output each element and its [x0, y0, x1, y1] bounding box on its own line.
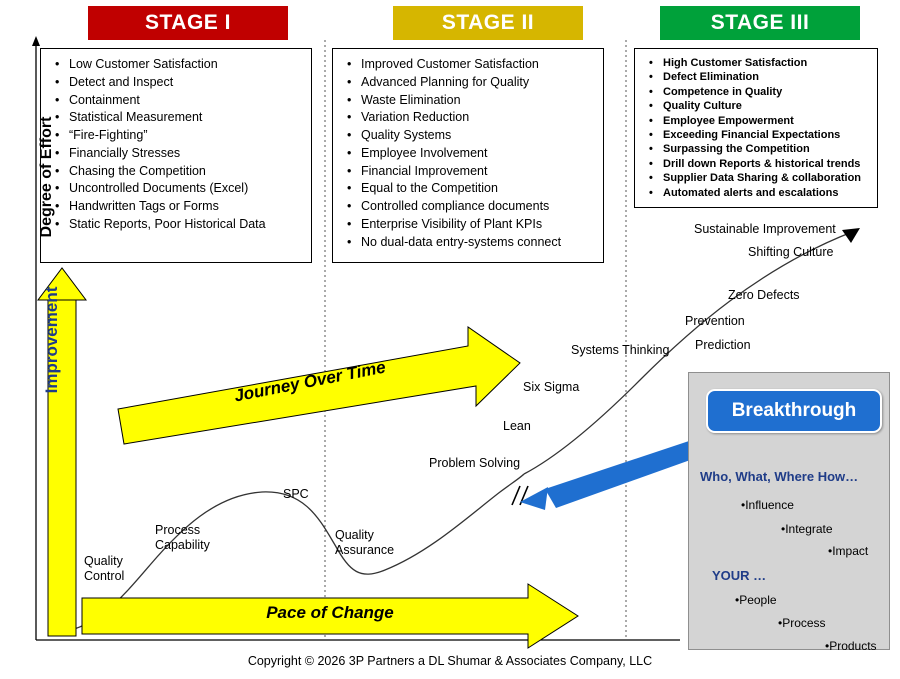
list-item: • Statistical Measurement — [47, 110, 305, 125]
list-item: • Static Reports, Poor Historical Data — [47, 217, 305, 232]
list-item: • Containment — [47, 93, 305, 108]
list-item: • Detect and Inspect — [47, 75, 305, 90]
curve-label-prevention: Prevention — [685, 314, 745, 328]
curve-label-quality-assurance: Quality Assurance — [335, 528, 395, 557]
list-item: • Improved Customer Satisfaction — [339, 57, 597, 72]
breakthrough-item-products: •Products — [825, 639, 877, 653]
list-item: • Drill down Reports & historical trends — [641, 158, 871, 171]
breakthrough-item-people: •People — [735, 593, 777, 607]
stage-3-banner: STAGE III — [660, 6, 860, 40]
stage-2-banner: STAGE II — [393, 6, 583, 40]
pace-of-change-label: Pace of Change — [266, 603, 394, 622]
list-item: • Controlled compliance documents — [339, 199, 597, 214]
copyright-text: Copyright © 2026 3P Partners a DL Shumar & Associates Company, LLC — [247, 654, 653, 668]
list-item: • Low Customer Satisfaction — [47, 57, 305, 72]
curve-label-sustainable-improvement: Sustainable Improvement — [694, 222, 836, 236]
list-item: • High Customer Satisfaction — [641, 57, 871, 70]
list-item: • Equal to the Competition — [339, 181, 597, 196]
list-item: • Surpassing the Competition — [641, 143, 871, 156]
list-item: • Advanced Planning for Quality — [339, 75, 597, 90]
stage-1-banner: STAGE I — [88, 6, 288, 40]
breakthrough-item-process: •Process — [778, 616, 826, 630]
breakthrough-item-influence: •Influence — [741, 498, 794, 512]
curve-label-systems-thinking: Systems Thinking — [571, 343, 670, 357]
breakthrough-item-impact: •Impact — [828, 544, 869, 558]
list-item: • Handwritten Tags or Forms — [47, 199, 305, 214]
curve-label-quality-control: Quality Control — [84, 554, 125, 583]
curve-label-spc: SPC — [283, 487, 309, 501]
curve-label-lean: Lean — [503, 419, 531, 433]
list-item: • No dual-data entry-systems connect — [339, 235, 597, 250]
curve-label-process-capability: Process Capability — [155, 523, 210, 552]
breakthrough-badge: Breakthrough — [706, 389, 882, 433]
list-item: • Employee Involvement — [339, 146, 597, 161]
list-item: • Financially Stresses — [47, 146, 305, 161]
list-item: • “Fire-Fighting” — [47, 128, 305, 143]
list-item: • Exceeding Financial Expectations — [641, 129, 871, 142]
list-item: • Automated alerts and escalations — [641, 187, 871, 200]
curve-label-zero-defects: Zero Defects — [728, 288, 800, 302]
list-item: • Quality Systems — [339, 128, 597, 143]
list-item: • Waste Elimination — [339, 93, 597, 108]
list-item: • Quality Culture — [641, 100, 871, 113]
breakthrough-heading-who-what-where: Who, What, Where How… — [700, 469, 859, 484]
list-item: • Variation Reduction — [339, 110, 597, 125]
degree-of-effort-label: Degree of Effort — [38, 116, 55, 238]
list-item: • Competence in Quality — [641, 86, 871, 99]
curve-label-shifting-culture: Shifting Culture — [748, 245, 834, 259]
breakthrough-heading-your: YOUR … — [712, 568, 767, 583]
breakthrough-item-integrate: •Integrate — [781, 522, 833, 536]
journey-over-time-label: Journey Over Time — [232, 357, 388, 406]
y-axis-improvement-label: Improvement — [42, 286, 61, 394]
list-item: • Chasing the Competition — [47, 164, 305, 179]
list-item: • Enterprise Visibility of Plant KPIs — [339, 217, 597, 232]
list-item: • Supplier Data Sharing & collaboration — [641, 172, 871, 185]
list-item: • Defect Elimination — [641, 71, 871, 84]
curve-label-prediction: Prediction — [695, 338, 751, 352]
list-item: • Uncontrolled Documents (Excel) — [47, 181, 305, 196]
list-item: • Financial Improvement — [339, 164, 597, 179]
curve-label-problem-solving: Problem Solving — [429, 456, 521, 470]
list-item: • Employee Empowerment — [641, 115, 871, 128]
curve-label-six-sigma: Six Sigma — [523, 380, 580, 394]
